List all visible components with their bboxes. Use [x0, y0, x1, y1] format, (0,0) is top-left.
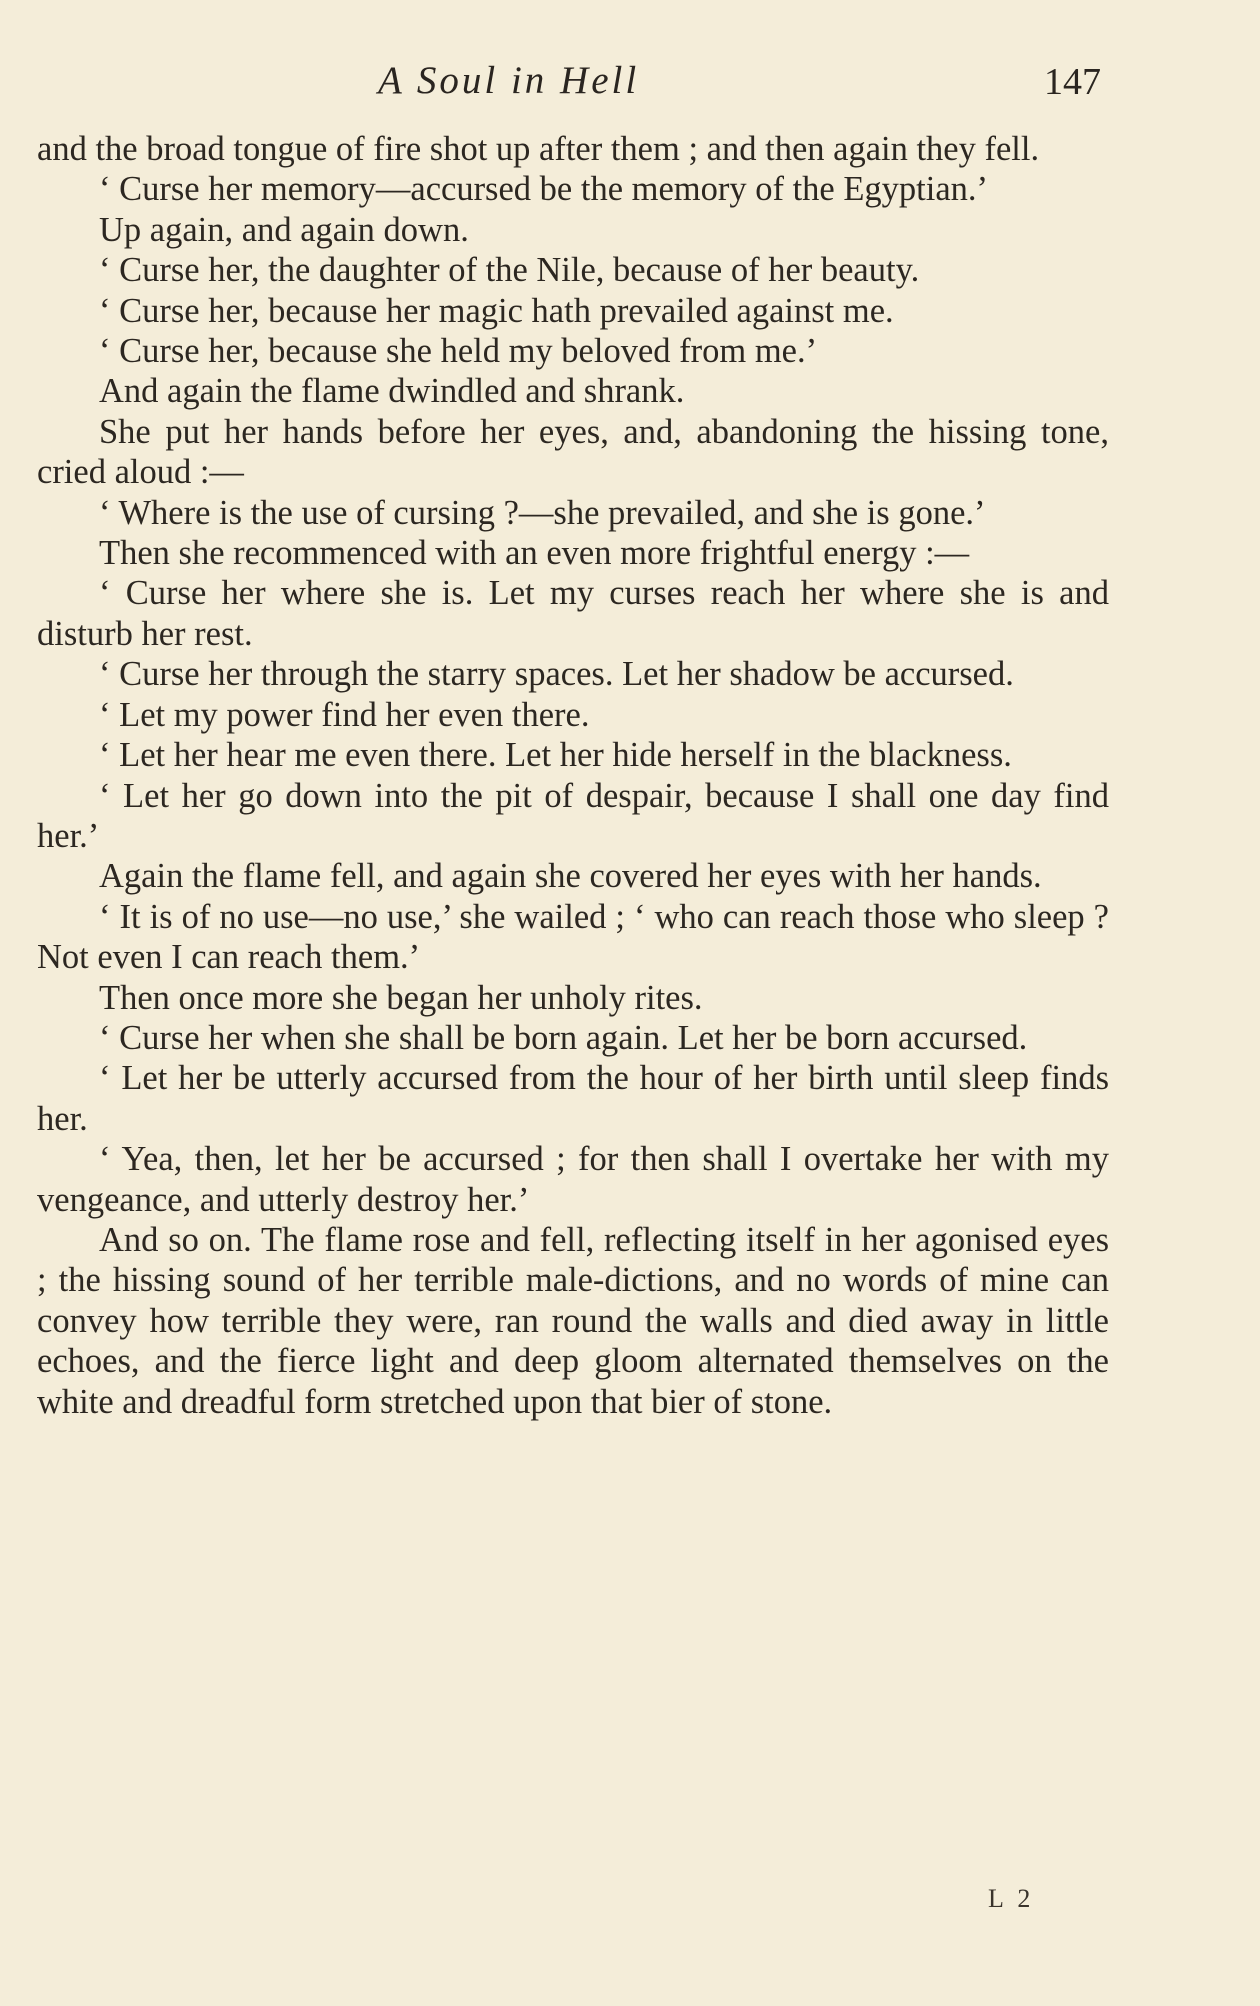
paragraph: And so on. The flame rose and fell, reflecting itself in her agonised eyes ; the hissing sound of her terrible male-dictions, and no words of mine can convey how terrible they were, ran round the walls and died away in little echoes, and the fierce light and deep gloom alternated themselves on the white and dreadful form stretched upon that bier of stone. [37, 1220, 1109, 1421]
paragraph: ‘ Curse her when she shall be born again. Let her be born accursed. [99, 1018, 1028, 1057]
page-number: 147 [1044, 61, 1101, 103]
paragraph: ‘ Curse her through the starry spaces. Let her shadow be accursed. [99, 655, 1014, 694]
paragraph: She put her hands before her eyes, and, abandoning the hissing tone, cried aloud :— [37, 412, 1109, 492]
paragraph: Up again, and again down. [99, 210, 469, 249]
paragraph: ‘ Where is the use of cursing ?—she prevailed, and she is gone.’ [99, 493, 986, 532]
signature-mark: L 2 [988, 1884, 1035, 1913]
paragraph: Then once more she began her unholy rites. [99, 978, 703, 1017]
paragraph: ‘ Let her go down into the pit of despair, because I shall one day find her.’ [37, 776, 1109, 855]
paragraph: ‘ Curse her, because her magic hath prevailed against me. [99, 291, 894, 330]
paragraph: ‘ Curse her, the daughter of the Nile, because of her beauty. [99, 251, 920, 290]
paragraph: And again the flame dwindled and shrank. [99, 372, 685, 411]
running-title: A Soul in Hell [378, 59, 640, 102]
paragraph: ‘ It is of no use—no use,’ she wailed ; ‘ who can reach those who sleep ? Not even I can reach them.’ [37, 897, 1109, 977]
paragraph: ‘ Curse her memory—accursed be the memory of the Egyptian.’ [99, 170, 989, 209]
paragraph: and the broad tongue of fire shot up after them ; and then again they fell. [37, 130, 1040, 168]
running-head [0, 58, 1260, 118]
body-text [37, 129, 1109, 1422]
paragraph: ‘ Curse her where she is. Let my curses reach her where she is and disturb her rest. [37, 574, 1109, 653]
paragraph: Again the flame fell, and again she covered her eyes with her hands. [99, 857, 1042, 896]
paragraph: Then she recommenced with an even more frightful energy :— [99, 534, 970, 573]
paragraph: ‘ Let her hear me even there. Let her hide herself in the blackness. [99, 736, 1012, 775]
paragraph: ‘ Yea, then, let her be accursed ; for then shall I overtake her with my vengeance, and utterly destroy her.’ [37, 1140, 1109, 1219]
paragraph: ‘ Curse her, because she held my beloved from me.’ [99, 332, 818, 371]
paragraph: ‘ Let my power find her even there. [99, 695, 590, 734]
paragraph: ‘ Let her be utterly accursed from the hour of her birth until sleep finds her. [37, 1059, 1109, 1138]
